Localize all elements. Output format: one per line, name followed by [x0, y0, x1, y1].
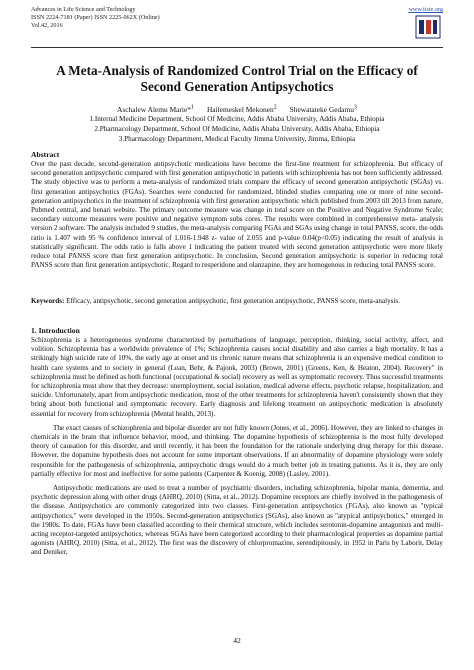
journal-website-link[interactable]: www.iiste.org	[408, 6, 443, 13]
abstract-heading: Abstract	[31, 150, 60, 159]
paragraph: Schizophrenia is a heterogeneous syndrome characterized by perturbations of language, perception, thinking, social activity, affect, and volition. Schizophrenia has a worldwide prevalence of 1%; Schizophrenia causes social disability and also carries a high mortality. It has a strikingly high suicide rate of 10%, the early age at onset and its chronic nature means that schizophrenia is an expensive medical condition to health care systems and to society in general (Lean, Behr, & Pajonk, 2003) (Brown, 2001) (Greens, Ken, & Heaton, 2004). Recovery" in schizophrenia must be defined as both functional (occupational & social) recovery as well as symptomatic recovery. Thus successful treatments for schizophrenia must show that they decrease: unemployment, social isolation, medical adverse effects, psychotic relapse, hospitalization, and suicide. Unfortunately, apart from antipsychotic medication, most of the other treatments for schizophrenia haven't consistently shown that they bring about both functional and symptomatic recovery. Early diagnosis and lifelong treatment on antipsychotic medication is absolutely essential for recovery from schizophrenia (Mental health, 2013).	[31, 336, 443, 418]
paper-title	[40, 63, 434, 95]
keywords	[31, 297, 443, 306]
introduction-body	[31, 336, 443, 563]
affiliation-3: 3.Pharmacology Department, Medical Faculty Jimma University, Jimma, Ethiopia	[118, 135, 356, 143]
journal-header	[31, 6, 443, 48]
affiliation-list	[31, 114, 443, 144]
journal-volume: Vol.42, 2016	[31, 22, 63, 29]
author-1: Aschalew Alemu Marie*$^1$	[117, 105, 194, 115]
paragraph: Antipsychotic medications are used to treat a number of psychiatric disorders, including schizophrenia, bipolar mania, dementia, and psychotic depression along with other drugs (AHRQ, 2010) (Sitta, et al., 2012). Dopamine receptors are chiefly involved in the pathogenesis of the disease. Antipsychotics are commonly categorized into two classes. First-generation antipsychotics (FGAs), also known as "typical antipsychotics," were developed in the 1950s. Second-generation antipsychotics (SGAs), also known as "atypical antipsychotics," emerged in the 1980s. To date, FGAs have been classified according to their chemical structure, which includes serotonin-dopamine antagonists and multi-acting receptor-targeted antipsychotics, whereas SGAs have been categorized according to their pharmacological properties as dopamine partial agonists (AHRQ, 2010) (Sitta, et al., 2012). The first was the discovery of chlorpromazine, serendipitously, in 1952 in Paris by Laborit, Delay and Deniker,	[31, 484, 443, 557]
iiste-logo-icon	[415, 15, 441, 39]
author-2: Hailemeskel Mekonen$^2$	[206, 105, 277, 115]
journal-issn: ISSN 2224-7181 (Paper) ISSN 2225-062X (Online)	[31, 14, 160, 21]
paragraph: The exact causes of schizophrenia and bipolar disorder are not fully known (Jones, et al., 2006). However, they are linked to changes in chemicals in the brain that influence behavior, mood, and thinking. The dopamine hypothesis of schizophrenia is the most fully developed theory of causation for this disorder, and until recently, it has been the foundation for the rationale underlying drug therapy for this disease. However, the dopamine hypothesis does not account for some important observations. If an abnormality of dopamine physiology were solely responsible for the pathogenesis of schizophrenia, antipsychotic drugs would do a much better job in treating patients. As it is, they are only partially effective for most and ineffective for some patients (Carpenter & Koenig, 2008) (Lasley, 2001).	[31, 423, 443, 478]
journal-name: Advances in Life Science and Technology	[31, 6, 136, 13]
affiliation-1: 1.Internal Medicine Department, School Of Medicine, Addis Ababa University, Addis Ababa, Ethiopia	[89, 115, 385, 123]
keywords-text: Efficacy, antipsychotic, second generation antipsychotic, first generation antipsychotic, PANSS score, meta-analysis.	[64, 297, 400, 305]
affiliation-2: 2.Pharmacology Department, School Of Medicine, Addis Ababa University, Addis Ababa, Ethiopia	[94, 125, 380, 133]
title-line-1: A Meta-Analysis of Randomized Control Trial on the Efficacy of	[56, 63, 418, 78]
introduction-heading: 1. Introduction	[31, 326, 80, 335]
author-3: Shewatateke Gedamu$^3$	[289, 105, 357, 115]
page-number: 42	[233, 636, 241, 645]
title-line-2: Second Generation Antipsychotics	[140, 79, 334, 94]
keywords-label: Keywords:	[31, 297, 65, 305]
header-rule	[31, 47, 443, 48]
abstract-text: Over the past decade, second-generation antipsychotic medications have become the first-line treatment for schizophrenia. But efficacy of second generation antipsychotic compared with first generation antipsychotic in patients with schizophrenia has not been sufficiently addressed. The study objective was to perform a meta-analysis of randomized trials compare the efficacy of second generation antipsychotic (SGAs) vs. first generation antipsychotics (FGAs). Searches were conducted for randomized, blinded studies comparing one or more of nine second- generation antipsychotics in the treatment of schizophrenia with first generation antipsychotic which published from 2003 till 2013 from nature, Pubmed central, and henari website. The primary outcome measure was change in total score on the Positive and Negative Syndrome Scale; secondary outcome measures were positive and negative symptom subs cores. The results were combined in comprehensive meta- analysis version 2 software. The analysis included 9 studies, the meta-analysis comparing FGAs and SGAs using change in total PANSS, score, the odds ratio is 1.407 with 95 % confidence interval of 1.016-1.948 z- value of 2.055 and p-value 0.04(p<0.05) indicating the result of analysis is statistically significant. The odds ratio is falls above 1 indicating the patient treated with second generation antipsychotic were more likely reduce total PANSS score than first generation antipsychotic. In conclusion, Second generation antipsychotic is superior in reducing total PANSS score than first generation antipsychotic. Regard to resperidone and olanzapine, they are homogenous in reducing total PANSS score.	[31, 160, 443, 270]
